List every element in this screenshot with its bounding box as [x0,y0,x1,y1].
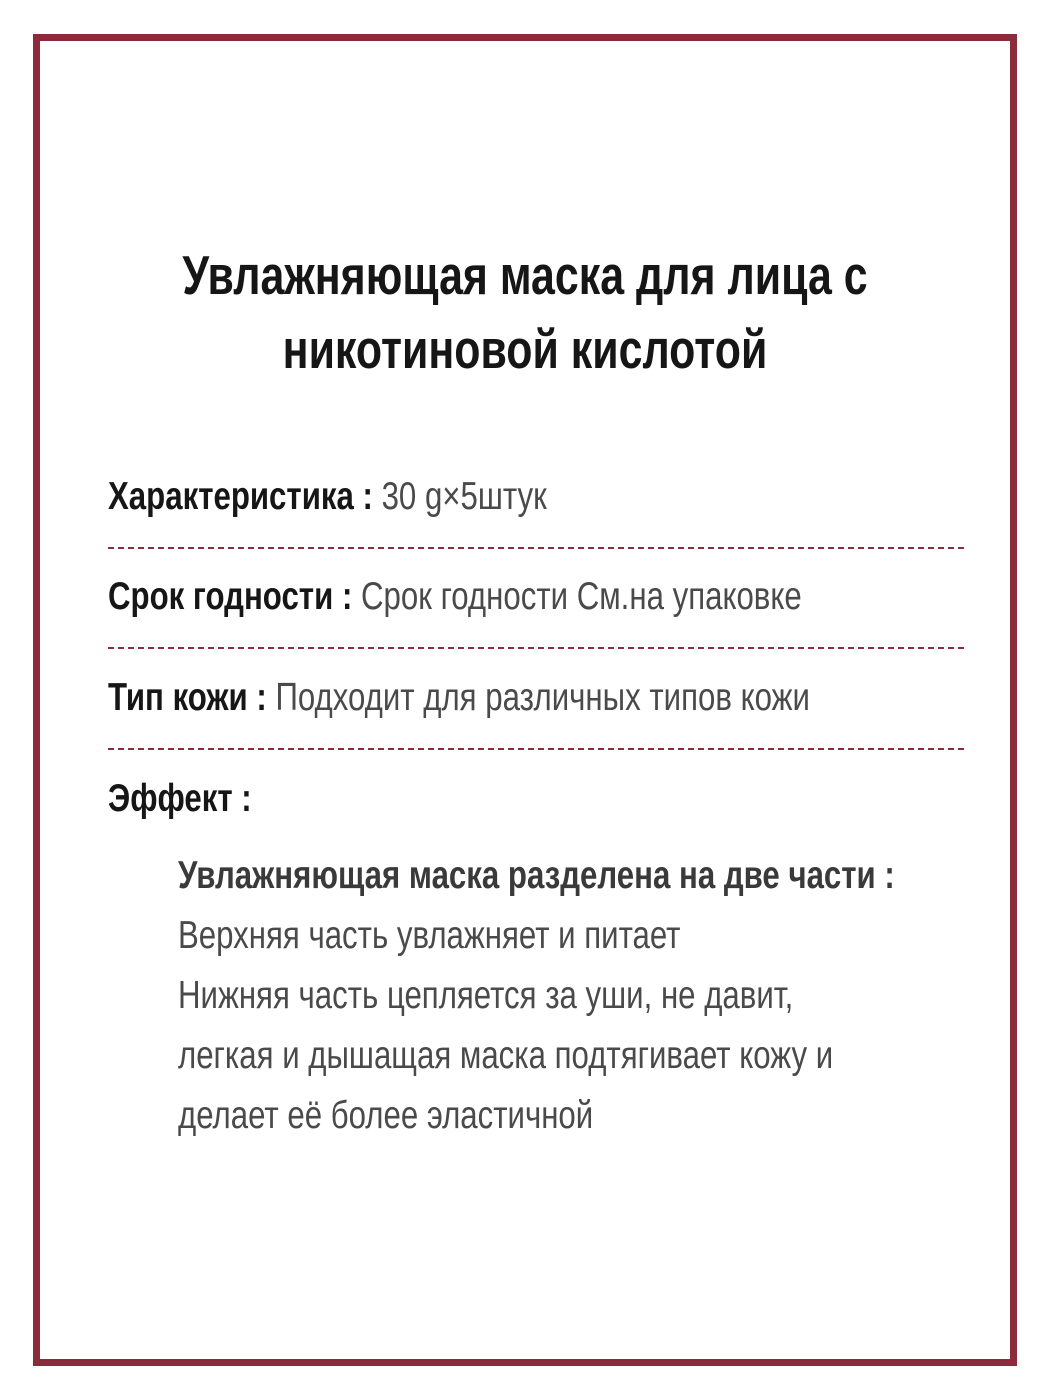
spec-value: Срок годности См.на упаковке [361,575,802,618]
dashed-divider [108,547,964,549]
effect-colon: : [232,777,252,820]
spec-colon: : [333,575,362,618]
spec-row-expiry [108,567,1010,627]
effect-heading-text: Увлажняющая маска разделена на две части [178,854,876,897]
spec-label: Тип кожи [108,676,248,719]
spec-value: 30 g×5штук [381,475,547,518]
spec-colon: : [353,475,382,518]
title-line-1: Увлажняющая маска для лица с [182,244,868,306]
dashed-divider [108,748,964,750]
spec-value: Подходит для различных типов кожи [275,676,810,719]
effect-line: Нижняя часть цепляется за уши, не давит, [178,974,794,1017]
effect-label: Эффект [108,777,233,820]
product-info-card [33,34,1017,1366]
dashed-divider [108,647,964,649]
effect-heading [178,846,895,906]
effect-heading-colon: : [875,854,895,897]
spec-label: Срок годности [108,575,334,618]
effect-description [178,846,1050,1146]
spec-row-skin-type [108,668,1010,728]
page-title [147,238,904,386]
title-line-2: никотиновой кислотой [282,318,768,380]
effect-line: делает её более эластичной [178,1094,594,1137]
effect-line: Верхняя часть увлажняет и питает [178,914,681,957]
effect-line: легкая и дышащая маска подтягивает кожу и [178,1034,834,1077]
spec-colon: : [247,676,276,719]
spec-row-effect [108,769,1010,829]
spec-row-characteristic [108,467,1010,527]
spec-label: Характеристика [108,475,354,518]
